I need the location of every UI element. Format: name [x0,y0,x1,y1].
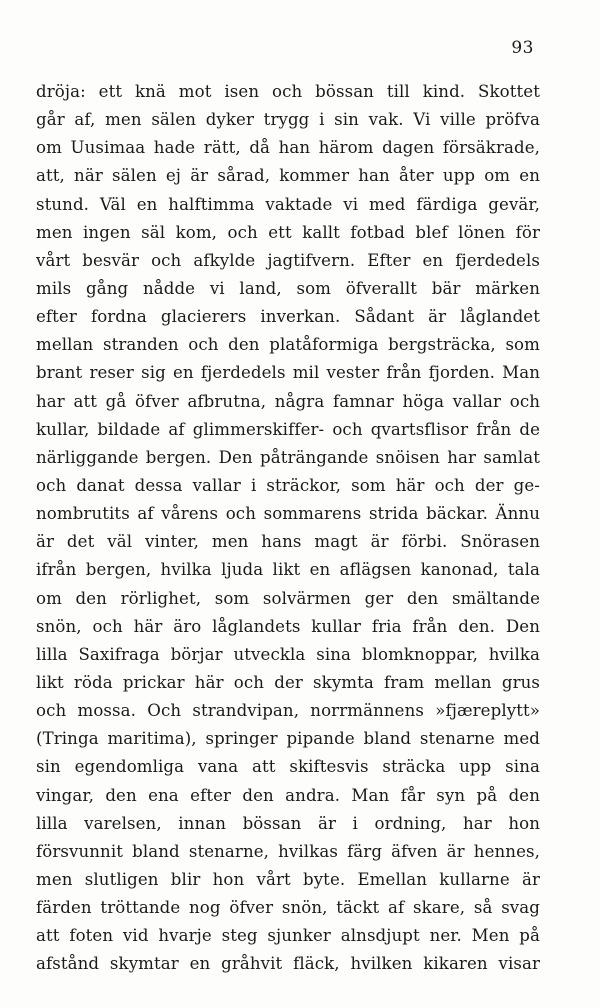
text-line: och mossa. Och strandvipan, norrmännens »fjæreplytt» [36,701,540,721]
text-line: afstånd skymtar en gråhvit fläck, hvilken kikaren visar [36,954,540,974]
text-line: lilla Saxifraga börjar utveckla sina blomknoppar, hvilka [36,644,540,664]
text-line: närliggande bergen. Den påträngande snöisen har samlat [36,447,540,467]
text-line: efter fordna glacierers inverkan. Sådant är låglandet [36,307,540,327]
text-line: mellan stranden och den platåformiga bergsträcka, som [36,335,540,355]
text-line: är det väl vinter, men hans magt är förbi. Snörasen [36,532,540,552]
text-line: kullar, bildade af glimmerskiffer- och qvartsflisor från de [36,419,540,439]
text-line: dröja: ett knä mot isen och bössan till kind. Skottet [36,82,540,101]
text-line: likt röda prickar här och der skymta fram mellan grus [36,672,540,692]
text-line: men slutligen blir hon vårt byte. Emellan kullarne är [36,869,540,889]
text-line: vårt besvär och afkylde jagtifvern. Efter en fjerdedels [36,250,540,270]
text-line: har att gå öfver afbrutna, några famnar höga vallar och [36,391,540,411]
text-line: att foten vid hvarje steg sjunker alnsdjupt ner. Men på [36,926,540,946]
text-line: vingar, den ena efter den andra. Man får syn på den [36,785,540,805]
text-line: om Uusimaa hade rätt, då han härom dagen försäkrade, [36,138,540,158]
text-line: stund. Väl en halftimma vaktade vi med färdiga gevär, [36,194,540,214]
text-line: och danat dessa vallar i sträckor, som här och der ge- [36,475,540,495]
text-line: men ingen säl kom, och ett kallt fotbad blef lönen för [36,222,540,242]
text-line: mils gång nådde vi land, som öfverallt bär märken [36,278,540,298]
text-line: lilla varelsen, innan bössan är i ordning, har hon [36,813,540,833]
text-line: att, när sälen ej är sårad, kommer han åter upp om en [36,166,540,186]
text-line: snön, och här äro låglandets kullar fria från den. Den [36,616,540,636]
text-line: försvunnit bland stenarne, hvilkas färg äfven är hennes, [36,841,540,861]
body-text [36,78,540,979]
text-line: går af, men sälen dyker trygg i sin vak. Vi ville pröfva [36,110,540,130]
text-line: nombrutits af vårens och sommarens strida bäckar. Ännu [36,504,540,524]
text-line: brant reser sig en fjerdedels mil vester från fjorden. Man [36,363,540,383]
text-line: sin egendomliga vana att skiftesvis sträcka upp sina [36,757,540,777]
text-line: ifrån bergen, hvilka ljuda likt en aflägsen kanonad, tala [36,560,540,580]
text-line: (Tringa maritima), springer pipande bland stenarne med [36,729,540,749]
text-line: färden tröttande nog öfver snön, täckt af skare, så svag [36,898,540,918]
page-number: 93 [511,38,534,58]
text-line: om den rörlighet, som solvärmen ger den smältande [36,588,540,608]
